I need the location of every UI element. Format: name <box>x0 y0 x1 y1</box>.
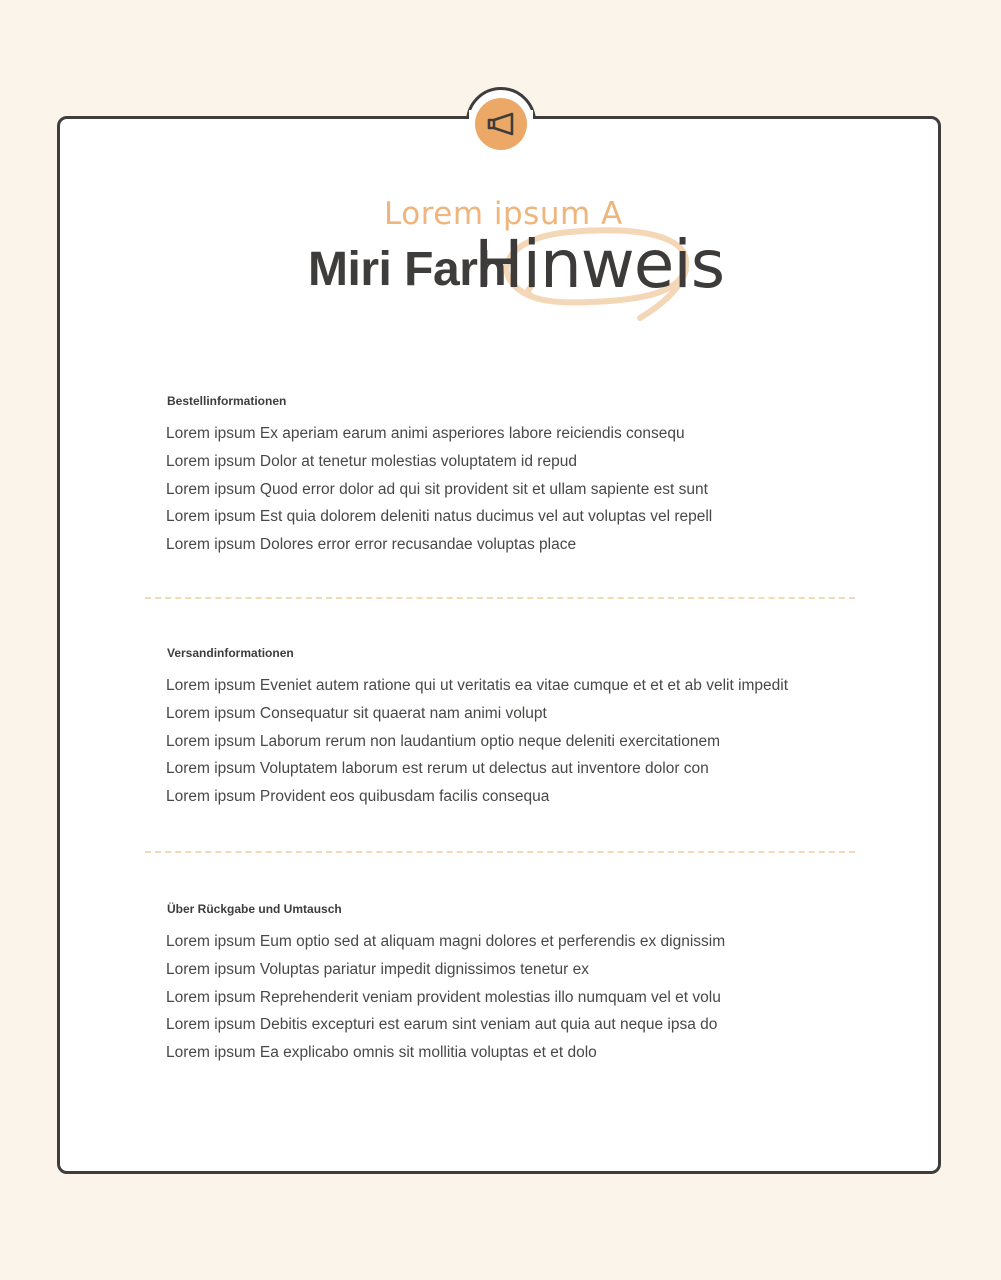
list-item: Lorem ipsum Voluptas pariatur impedit dignissimos tenetur ex <box>166 960 590 978</box>
list-item: Lorem ipsum Ea explicabo omnis sit mollitia voluptas et et dolo <box>166 1044 597 1062</box>
dashed-divider <box>145 597 855 599</box>
section-heading-returns: Über Rückgabe und Umtausch <box>167 902 342 916</box>
list-item: Lorem ipsum Eum optio sed at aliquam magni dolores et perferendis ex dignissim <box>166 933 726 950</box>
section-heading-shipping-info: Versandinformationen <box>167 646 294 660</box>
dashed-divider <box>145 851 855 853</box>
section-order-info-lines <box>166 420 712 559</box>
section-returns-lines <box>166 928 725 1067</box>
list-item: Lorem ipsum Dolores error error recusandae voluptas place <box>166 536 577 554</box>
list-item: Lorem ipsum Est quia dolorem deleniti natus ducimus vel aut voluptas vel repell <box>166 508 713 526</box>
list-item: Lorem ipsum Debitis excepturi est earum sint veniam aut quia aut neque ipsa do <box>166 1016 718 1034</box>
list-item: Lorem ipsum Laborum rerum non laudantium optio neque deleniti exercitationem <box>166 732 721 750</box>
recipient-name: Miri Farh <box>308 243 507 296</box>
list-item: Lorem ipsum Voluptatem laborum est rerum ut delectus aut inventore dolor con <box>166 760 709 778</box>
section-heading-order-info: Bestellinformationen <box>167 394 287 408</box>
section-shipping-info-lines <box>166 672 788 811</box>
page-title: Hinweis <box>474 226 725 303</box>
list-item: Lorem ipsum Provident eos quibusdam facilis consequa <box>166 788 550 806</box>
list-item: Lorem ipsum Dolor at tenetur molestias voluptatem id repud <box>166 452 577 470</box>
subtitle: Lorem ipsum A <box>384 196 623 232</box>
title-block <box>0 0 1001 340</box>
list-item: Lorem ipsum Reprehenderit veniam provident molestias illo numquam vel et volu <box>166 988 721 1006</box>
list-item: Lorem ipsum Ex aperiam earum animi asperiores labore reiciendis consequ <box>166 425 685 442</box>
list-item: Lorem ipsum Consequatur sit quaerat nam animi volupt <box>166 704 547 722</box>
list-item: Lorem ipsum Eveniet autem ratione qui ut veritatis ea vitae cumque et et et ab velit impedit <box>166 677 789 694</box>
list-item: Lorem ipsum Quod error dolor ad qui sit provident sit et ullam sapiente est sunt <box>166 480 708 498</box>
